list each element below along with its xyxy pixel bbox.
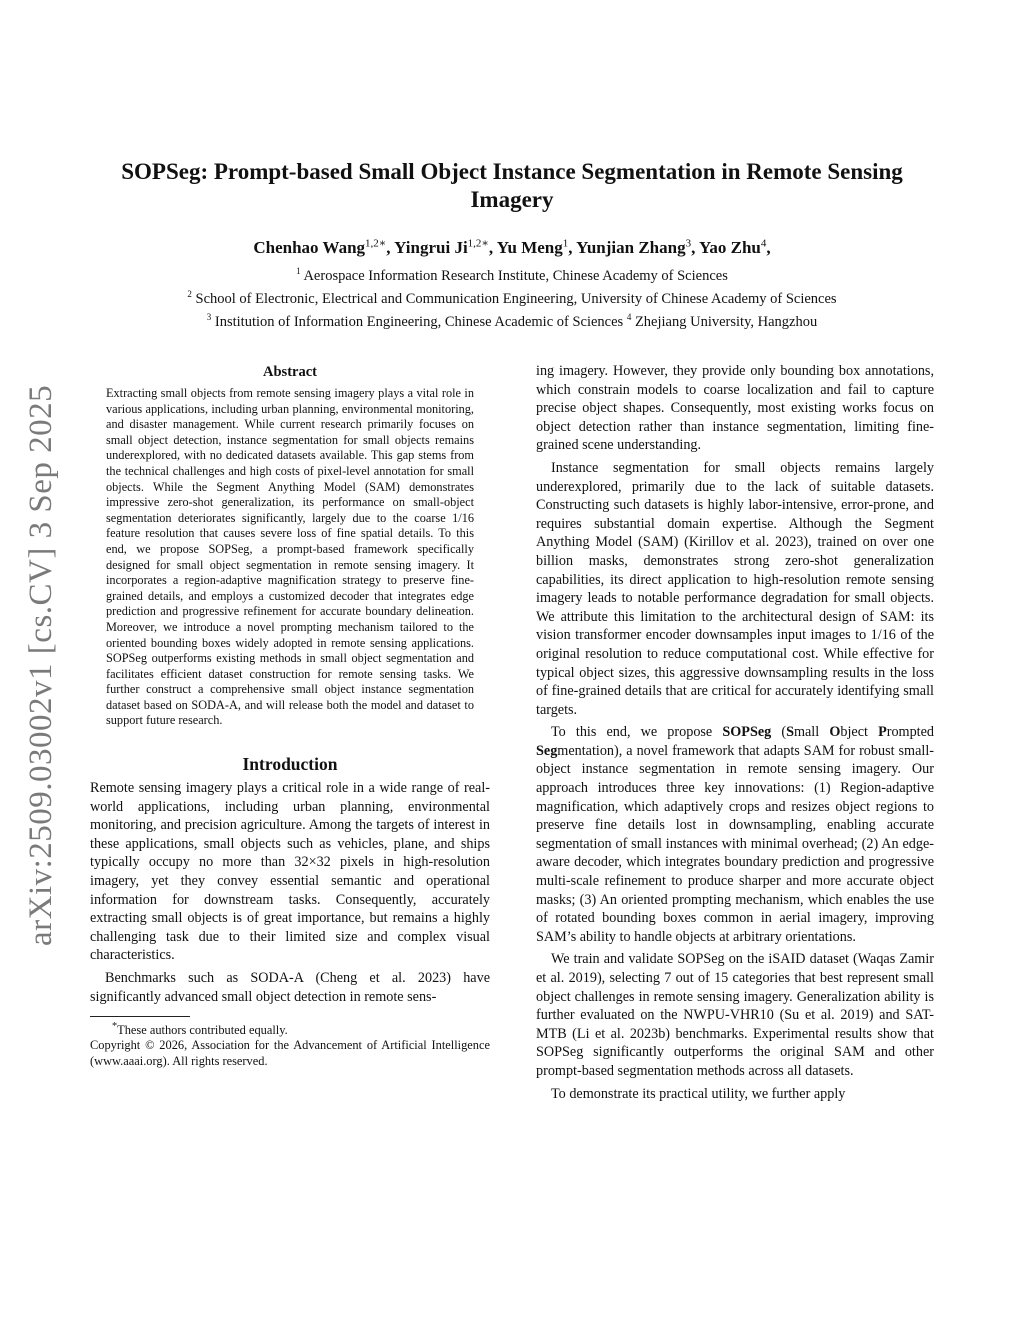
author-separator: , <box>691 237 699 257</box>
affiliation-marker: 2 <box>187 288 192 299</box>
author-separator: , <box>488 237 497 257</box>
intro-paragraph-1: Remote sensing imagery plays a critical role in a wide range of real-world applications, including urban planning, environmental monitoring, and precision agriculture. Among the targets of interest in these applications, small objects such as vehicles, plane, and ships typically occupy no more than 32×32 pixels in high-resolution imagery, yet they convey essential semantic and operational information for downstream tasks. Consequently, accurately extracting small objects is of great importance, but remains a highly challenging task due to their limited size and complex visual characteristics. <box>90 780 490 964</box>
affiliation-marker: 3 <box>206 311 212 322</box>
acronym-letter: O <box>829 724 841 741</box>
abstract-heading: Abstract <box>263 364 317 380</box>
author-separator: , <box>568 237 577 257</box>
text-run: mentation), a novel framework that adapts SAM for robust small-object instance segmentation in remote sensing imagery. Our approach introduces three key innovations: (1) Region-adaptive magnification, which adaptively crops and resizes object regions to preserve fine details lost in downsampling, enabling accurate segmentation of small instances with minimal overhead; (2) An edge-aware decoder, which integrates boundary prediction and progressive multi-scale refinement to produce sharper and more accurate object masks; (3) An oriented prompting mechanism, which enables the use of rotated bounding boxes common in aerial imagery, improving SAM’s ability to handle objects at arbitrary orientations. <box>536 742 934 945</box>
author-name: Yingrui Ji <box>394 237 468 257</box>
affiliation-marker: 1 <box>296 266 301 276</box>
intro-paragraph-5: We train and validate SOPSeg on the iSAID dataset (Waqas Zamir et al. 2019), selecting 7 out of 15 categories that best represent small object challenges in remote sensing imagery. Generalization ability is further evaluated on the NWPU-VHR10 (Su et al. 2019) and SAT-MTB (Li et al. 2023b) benchmarks. Experimental results show that SOPSeg significantly outperforms the original SAM and other prompt-based segmentation methods across all datasets. <box>536 951 934 1079</box>
affiliation-line-3 <box>90 308 934 331</box>
footnote <box>90 1019 490 1038</box>
author <box>576 238 699 257</box>
affiliation-marker: 4 <box>626 311 632 322</box>
author-affiliation-marker: 1,2∗ <box>467 237 489 249</box>
arxiv-identifier-stamp: arXiv:2509.03002v1 [cs.CV] 3 Sep 2025 <box>23 384 59 946</box>
author-list <box>90 232 934 259</box>
method-name: SOPSeg <box>722 724 772 741</box>
right-column <box>536 362 934 1103</box>
author-name: Chenhao Wang <box>253 237 366 257</box>
author-name: Yao Zhu <box>698 237 761 257</box>
intro-paragraph-6: To demonstrate its practical utility, we further apply <box>551 1085 846 1102</box>
author <box>497 238 576 257</box>
text-run: ( <box>771 724 787 741</box>
text-run: rompted <box>886 724 935 741</box>
author-affiliation-marker: 3 <box>685 237 692 249</box>
author-name: Yu Meng <box>496 237 563 257</box>
acronym-letter: P <box>878 724 887 741</box>
affiliation-text: Institution of Information Engineering, Chinese Academic of Sciences <box>211 313 627 330</box>
footnote-rule <box>90 1016 190 1017</box>
copyright-notice: Copyright © 2026, Association for the Advancement of Artificial Intelligence (www.aaai.org). All rights reserved. <box>90 1038 490 1068</box>
affiliation-line-2 <box>90 285 934 308</box>
affiliation-line-1 <box>90 262 934 285</box>
author <box>394 238 497 257</box>
intro-paragraph-4 <box>536 723 934 946</box>
left-column <box>90 362 490 1069</box>
affiliations <box>90 262 934 330</box>
author-affiliation-marker: 4 <box>760 237 767 249</box>
text-run: mall <box>793 724 830 741</box>
affiliation-text: School of Electronic, Electrical and Communication Engineering, University of Chinese Academy of Sciences <box>191 290 837 307</box>
author-affiliation-marker: 1,2∗ <box>365 237 387 249</box>
intro-paragraph-2: Benchmarks such as SODA-A (Cheng et al. 2023) have significantly advanced small object detection in remote sens- <box>90 970 490 1005</box>
author <box>699 238 771 257</box>
introduction-heading: Introduction <box>242 754 338 775</box>
author <box>253 238 394 257</box>
acronym-letter: Seg <box>536 742 558 759</box>
intro-paragraph-2-continued: ing imagery. However, they provide only bounding box annotations, which constrain models to coarse localization and fail to capture precise object shapes. Consequently, most existing works focus on object detection rather than instance segmentation, limiting fine-grained scene understanding. <box>536 363 934 454</box>
paper-title: SOPSeg: Prompt-based Small Object Instance Segmentation in Remote Sensing Imagery <box>121 159 903 212</box>
footnote-text: These authors contributed equally. <box>117 1023 288 1038</box>
affiliation-text: Zhejiang University, Hangzhou <box>631 313 818 330</box>
author-separator: , <box>386 237 395 257</box>
author-affiliation-marker: 1 <box>562 237 569 249</box>
text-run: bject <box>840 724 879 741</box>
author-name: Yunjian Zhang <box>576 237 686 257</box>
footnote-marker: * <box>112 1021 118 1033</box>
author-separator: , <box>766 237 771 257</box>
intro-paragraph-3: Instance segmentation for small objects remains largely underexplored, primarily due to the lack of suitable datasets. Constructing such datasets is highly labor-intensive, error-prone, and requires substantial domain expertise. Although the Segment Anything Model (SAM) (Kirillov et al. 2023), trained on over one billion masks, demonstrates strong zero-shot generalization capabilities, its direct application to high-resolution remote sensing imagery leads to notable performance degradation for small objects. We attribute this limitation to the architectural design of SAM: its vision transformer encoder downsamples input images to 1/16 of the original resolution to reduce computational cost. While effective for typical object sizes, this aggressive downsampling results in the loss of fine-grained details that are critical for accurately identifying small targets. <box>536 459 934 718</box>
acronym-letter: S <box>786 724 794 741</box>
text-run: To this end, we propose <box>551 724 723 741</box>
abstract-text: Extracting small objects from remote sensing imagery plays a vital role in various applications, including urban planning, environmental monitoring, and disaster management. While current research primarily focuses on small object detection, instance segmentation for small objects remains underexplored, with no dedicated datasets available. This gap stems from the technical challenges and high costs of pixel-level annotation for small objects. While the Segment Anything Model (SAM) demonstrates impressive zero-shot generalization, its performance on small-object segmentation deteriorates significantly, largely due to the coarse 1/16 feature resolution that causes severe loss of fine spatial details. To this end, we propose SOPSeg, a prompt-based framework specifically designed for small object segmentation in remote sensing imagery. It incorporates a region-adaptive magnification strategy to preserve fine-grained details, and employs a customized decoder that integrates edge prediction and progressive refinement for accurate boundary delineation. Moreover, we introduce a novel prompting mechanism tailored to the oriented bounding boxes widely adopted in remote sensing applications. SOPSeg outperforms existing methods in small object segmentation and facilitates efficient dataset construction for remote sensing tasks. We further construct a comprehensive small object instance segmentation dataset based on SODA-A, and will release both the model and dataset to support future research. <box>106 386 474 728</box>
affiliation-text: Aerospace Information Research Institute, Chinese Academy of Sciences <box>300 267 728 284</box>
